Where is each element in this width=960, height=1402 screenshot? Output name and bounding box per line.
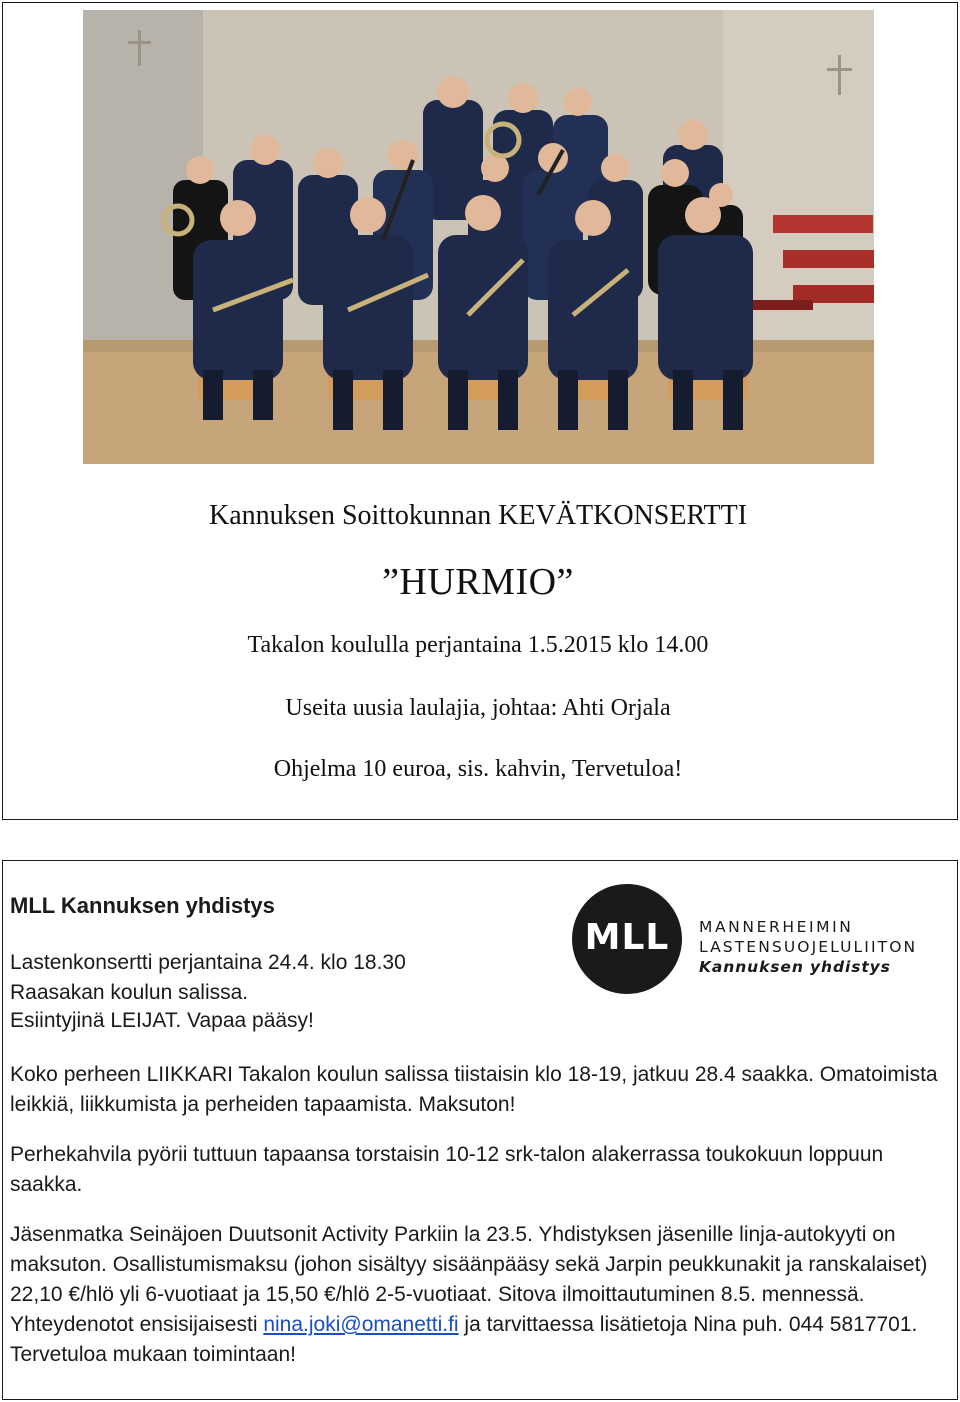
mll-logo-line-2: LASTENSUOJELULIITON bbox=[699, 938, 918, 956]
jasenmatka-contact-text: ja tarvittaessa lisätietoja Nina puh. 044 5817701. bbox=[458, 1313, 918, 1336]
mll-logo-line-1: MANNERHEIMIN bbox=[699, 918, 854, 936]
concert-heading: Kannuksen Soittokunnan KEVÄTKONSERTTI bbox=[208, 500, 748, 531]
concert-program-line: Ohjelma 10 euroa, sis. kahvin, Tervetuloa! bbox=[273, 756, 683, 782]
concert-singers-line: Useita uusia laulajia, johtaa: Ahti Orjala bbox=[285, 695, 671, 721]
mll-logo-circle bbox=[572, 884, 682, 994]
lastenkonsertti-venue: Raasakan koulun salissa. bbox=[10, 981, 249, 1004]
mll-org-name: MLL Kannuksen yhdistys bbox=[10, 893, 275, 918]
concert-date-line: Takalon koululla perjantaina 1.5.2015 klo 14.00 bbox=[247, 632, 709, 658]
perhekahvila-paragraph: Perhekahvila pyörii tuttuun tapaansa torstaisin 10-12 srk-talon alakerrassa toukokuun loppuun saakka. bbox=[10, 1143, 884, 1196]
mll-logo-line-3: Kannuksen yhdistys bbox=[699, 958, 891, 976]
lastenkonsertti-line: Lastenkonsertti perjantaina 24.4. klo 18.30 bbox=[10, 951, 406, 974]
mll-logo bbox=[572, 884, 922, 994]
concert-title: ”HURMIO” bbox=[382, 561, 574, 603]
jasenmatka-paragraph bbox=[10, 1220, 945, 1370]
jasenmatka-text: Jäsenmatka Seinäjoen Duutsonit Activity Parkiin la 23.5. Yhdistyksen jäsenille linja-autokyyti on maksuton. Osallistumismaksu (johon sisältyy sisäänpääsy sekä Jarpin peukkunakit ja ranskalaiset) 22,10 €/hlö yli 6-vuotiaat ja 15,50 €/hlö 2-5-vuotiaat. Sitova ilmoittautuminen 8.5. mennessä. Yhteydenotot ensisijaisesti bbox=[10, 1223, 928, 1336]
lastenkonsertti-performers: Esiintyjinä LEIJAT. Vapaa pääsy! bbox=[10, 1009, 314, 1032]
band-group-photo bbox=[83, 10, 874, 464]
closing-text: Tervetuloa mukaan toimintaan! bbox=[10, 1343, 296, 1366]
contact-email-link[interactable]: nina.joki@omanetti.fi bbox=[263, 1313, 459, 1336]
liikkari-paragraph: Koko perheen LIIKKARI Takalon koulun salissa tiistaisin klo 18-19, jatkuu 28.4 saakka. Omatoimista leikkiä, liikkumista ja perheiden tapaamista. Maksuton! bbox=[10, 1063, 938, 1116]
mll-logo-circle-text: MLL bbox=[584, 917, 670, 958]
